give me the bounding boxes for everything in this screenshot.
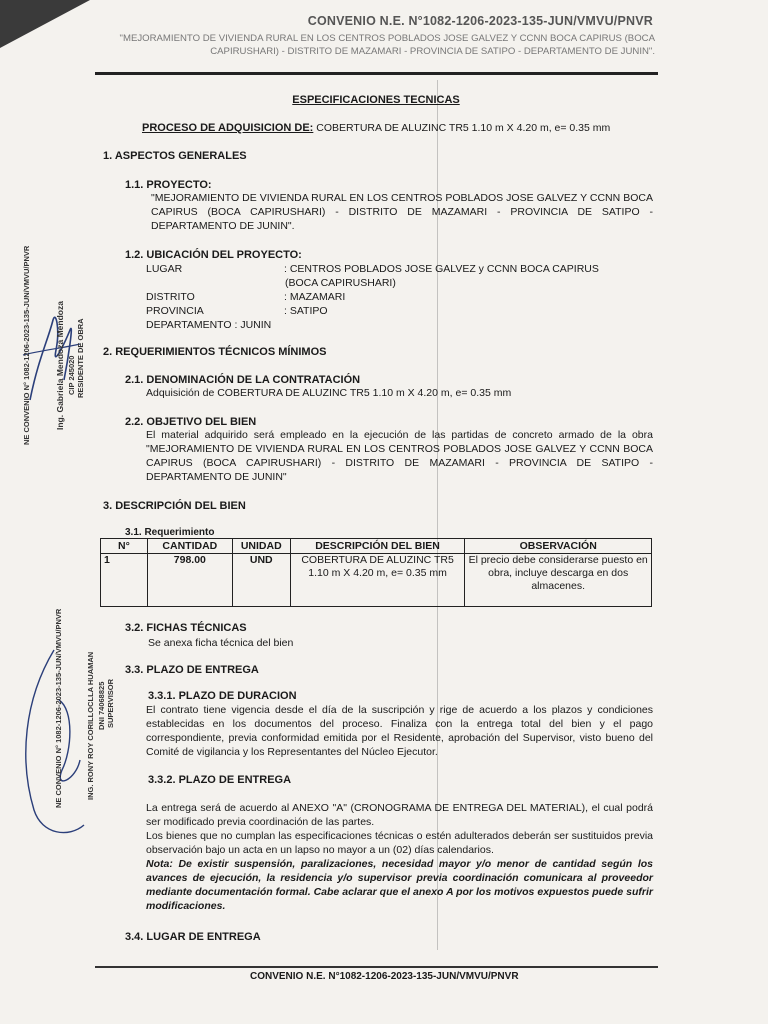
col-header-cantidad: CANTIDAD: [147, 539, 232, 554]
distrito-value: : MAZAMARI: [284, 291, 346, 303]
col-header-observacion: OBSERVACIÓN: [465, 539, 652, 554]
provincia-label: PROVINCIA: [146, 305, 204, 317]
footer-rule: [95, 966, 658, 968]
section-1-1-heading: 1.1. PROYECTO:: [125, 179, 212, 191]
cell-unidad: UND: [232, 554, 290, 607]
section-2-2-heading: 2.2. OBJETIVO DEL BIEN: [125, 416, 257, 428]
lugar-value: : CENTROS POBLADOS JOSE GALVEZ y CCNN BOCA CAPIRUS: [284, 263, 599, 275]
section-3-1-heading: 3.1. Requerimiento: [125, 527, 215, 538]
doc-title: ESPECIFICACIONES TECNICAS: [292, 94, 460, 106]
lugar-label: LUGAR: [146, 263, 183, 275]
cell-n: 1: [101, 554, 148, 607]
section-2-1-heading: 2.1. DENOMINACIÓN DE LA CONTRATACIÓN: [125, 374, 361, 386]
requirement-table: [100, 538, 652, 607]
section-1-heading: 1. ASPECTOS GENERALES: [103, 150, 247, 162]
resident-stamp-role: RESIDENTE DE OBRA: [76, 318, 85, 398]
footer-text: CONVENIO N.E. N°1082-1206-2023-135-JUN/VMVU/PNVR: [250, 971, 519, 982]
process-line: PROCESO DE ADQUISICION DE: COBERTURA DE ALUZINC TR5 1.10 m X 4.20 m, e= 0.35 mm: [142, 122, 611, 134]
cell-descripcion: COBERTURA DE ALUZINC TR5 1.10 m X 4.20 m, e= 0.35 mm: [290, 554, 465, 607]
section-3-3-2-paragraph-1: La entrega será de acuerdo al ANEXO "A" (CRONOGRAMA DE ENTREGA DEL MATERIAL), el cual podrá ser modificado previa coordinación de las partes.: [146, 802, 653, 828]
supervisor-stamp-name: ING. RONY ROY CORILLOCLLA HUAMAN: [86, 651, 95, 800]
supervisor-stamp-role: SUPERVISOR: [106, 678, 115, 728]
section-3-3-2-heading: 3.3.2. PLAZO DE ENTREGA: [148, 774, 292, 786]
lugar-value-2: (BOCA CAPIRUSHARI): [285, 277, 396, 289]
provincia-value: : SATIPO: [284, 305, 328, 317]
supervisor-stamp-dni: DNI 74068825: [97, 681, 106, 730]
distrito-label: DISTRITO: [146, 291, 195, 303]
section-3-3-heading: 3.3. PLAZO DE ENTREGA: [125, 664, 259, 676]
section-3-4-heading: 3.4. LUGAR DE ENTREGA: [125, 931, 261, 943]
col-header-unidad: UNIDAD: [232, 539, 290, 554]
departamento-line: DEPARTAMENTO : JUNIN: [146, 319, 272, 331]
header-subtitle: "MEJORAMIENTO DE VIVIENDA RURAL EN LOS CENTROS POBLADOS JOSE GALVEZ Y CCNN BOCA CAPIRUS (BOCA CAPIRUSHARI) - DISTRITO DE MAZAMARI - PROVINCIA DE SATIPO - DEPARTAMENTO DE JUNIN".: [119, 33, 655, 57]
cell-cantidad: 798.00: [147, 554, 232, 607]
cell-observacion: El precio debe considerarse puesto en obra, incluye descarga en dos almacenes.: [465, 554, 652, 607]
section-3-2-text: Se anexa ficha técnica del bien: [148, 637, 294, 649]
section-3-2-heading: 3.2. FICHAS TÉCNICAS: [125, 622, 247, 634]
header-title: CONVENIO N.E. N°1082-1206-2023-135-JUN/VMVU/PNVR: [307, 14, 653, 28]
col-header-descripcion: DESCRIPCIÓN DEL BIEN: [290, 539, 465, 554]
section-2-1-text: Adquisición de COBERTURA DE ALUZINC TR5 1.10 m X 4.20 m, e= 0.35 mm: [146, 387, 512, 399]
section-1-2-heading: 1.2. UBICACIÓN DEL PROYECTO:: [125, 249, 302, 261]
scan-corner-shadow: [0, 0, 90, 48]
section-2-2-text: El material adquirido será empleado en la ejecución de las partidas de concreto armado de la obra "MEJORAMIENTO DE VIVIENDA RURAL EN LOS CENTROS POBLADOS JOSE GALVEZ Y CCNN BOCA CAPIRUS (BOCA CAPIRUSHARI) - DISTRITO DE MAZAMARI - PROVINCIA DE SATIPO - DEPARTAMENTO DE JUNIN": [146, 429, 653, 483]
section-3-3-1-text: El contrato tiene vigencia desde el día de la suscripción y rige de acuerdo a los plazos y condiciones establecidas en los documentos del proceso. Finaliza con la entrega total del bien y el pago correspondiente, previa conformidad emitida por el Residente, aprobación del Supervisor, visto bueno del Comité de vigilancia y los Representantes del Núcleo Ejecutor.: [146, 704, 653, 758]
supervisor-stamp-convenio: NE CONVENIO N° 1082-1206-2023-135-JUN/VMVU/PNVR: [54, 608, 63, 808]
section-3-3-1-heading: 3.3.1. PLAZO DE DURACION: [148, 690, 297, 702]
resident-stamp-name: Ing. Gabriela Mendoza Mendoza: [55, 301, 65, 430]
section-3-3-2-paragraph-2: Los bienes que no cumplan las especificaciones técnicas o estén adulterados deberán ser sustituidos previa observación bajo un acta en un lapso no mayor a un (02) días calendarios.: [146, 830, 653, 856]
section-1-1-text: "MEJORAMIENTO DE VIVIENDA RURAL EN LOS CENTROS POBLADOS JOSE GALVEZ Y CCNN BOCA CAPIRUS (BOCA CAPIRUSHARI) - DISTRITO DE MAZAMARI - PROVINCIA DE SATIPO - DEPARTAMENTO DE JUNIN".: [151, 192, 653, 232]
resident-stamp-convenio: NE CONVENIO N° 1082-1206-2023-135-JUN/VMVU/PNVR: [22, 245, 31, 445]
table-header-row: [101, 539, 652, 554]
section-3-heading: 3. DESCRIPCIÓN DEL BIEN: [103, 500, 246, 512]
table-row: [101, 554, 652, 607]
header-rule: [95, 72, 658, 75]
resident-stamp-cip: CIP 245020: [67, 355, 76, 395]
section-3-3-2-note: Nota: De existir suspensión, paralizaciones, necesidad mayor y/o menor de cantidad según los avances de ejecución, la residencia y/o supervisor previa coordinación comunicara al proveedor mediante documentación formal. Cabe aclarar que el anexo A por los motivos expuestos puede sufrir modificaciones.: [146, 858, 653, 912]
col-header-n: N°: [101, 539, 148, 554]
section-2-heading: 2. REQUERIMIENTOS TÉCNICOS MÍNIMOS: [103, 346, 327, 358]
